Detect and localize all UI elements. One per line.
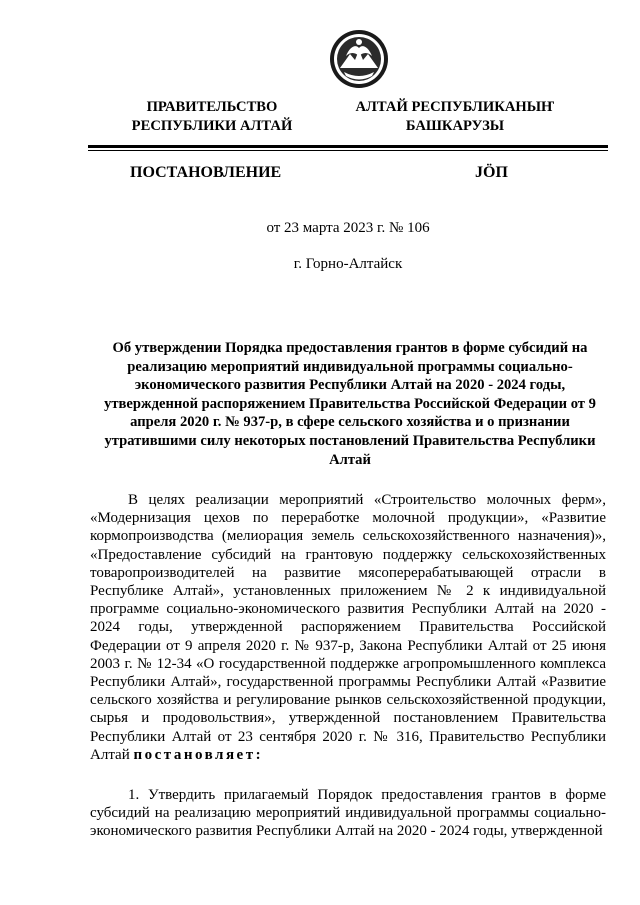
decree-city: г. Горно-Алтайск: [293, 256, 403, 272]
header-right-line2: БАШКАРУЗЫ: [405, 118, 505, 134]
preamble-text: В целях реализации мероприятий «Строительство молочных ферм», «Модернизация цехов по переработке молочной продукции», «Развитие кормопроизводства (мелиорация земель сельскохозяйственного назначения)», «Предоставление субсидий на грантовую поддержку сельскохозяйственных товаропроизводителей на развитие мясоперерабатывающей отрасли в Республике Алтай», установленных приложением № 2 к индивидуальной программе социально-экономического развития Республики Алтай на 2020 - 2024 годы, утвержденной распоряжением Правительства Российской Федерации от 9 апреля 2020 г. № 937-р, Закона Республики Алтай от 25 июня 2003 г. № 12-34 «О государственной поддержке агропромышленного комплекса Республики Алтай», государственной программы Республики Алтай «Развитие сельского хозяйства и регулирование рынков сельскохозяйственной продукции, сырья и продовольствия», утвержденной постановлением Правительства Республики Алтай от 23 сентября 2020 г. № 316, Правительство Республики Алтай: [90, 492, 606, 763]
header-right-line1: АЛТАЙ РЕСПУБЛИКАНЫҤ: [355, 99, 555, 115]
header-left-line1: ПРАВИТЕЛЬСТВО: [146, 99, 278, 115]
decree-title-alt: JӦП: [475, 164, 508, 181]
coat-of-arms-icon: [328, 28, 390, 90]
clause-1-paragraph: 1. Утвердить прилагаемый Порядок предоставления грантов в форме субсидий на реализацию мероприятий индивидуальной программы социально-экономического развития Республики Алтай на 2020 - 2024 годы, утвержденной: [90, 787, 606, 840]
decree-title-ru: ПОСТАНОВЛЕНИЕ: [130, 164, 282, 181]
document-title: Об утверждении Порядка предоставления грантов в форме субсидий на реализацию мероприятий индивидуальной программы социально-экономического развития Республики Алтай на 2020 - 2024 годы, утвержденной распоряжением Правительства Российской Федерации от 9 апреля 2020 г. № 937-р, в сфере сельского хозяйства и о признании утратившими силу некоторых постановлений Правительства Республики Алтай: [104, 340, 596, 468]
header-left-line2: РЕСПУБЛИКИ АЛТАЙ: [131, 118, 293, 134]
header-left: [102, 98, 322, 136]
header-right: [350, 98, 560, 136]
resolves-keyword: постановляет:: [133, 746, 264, 763]
decree-date-number: от 23 марта 2023 г. № 106: [266, 220, 430, 236]
preamble-paragraph: [90, 491, 606, 764]
header-divider-thin: [88, 150, 608, 151]
header-divider-thick: [88, 145, 608, 148]
